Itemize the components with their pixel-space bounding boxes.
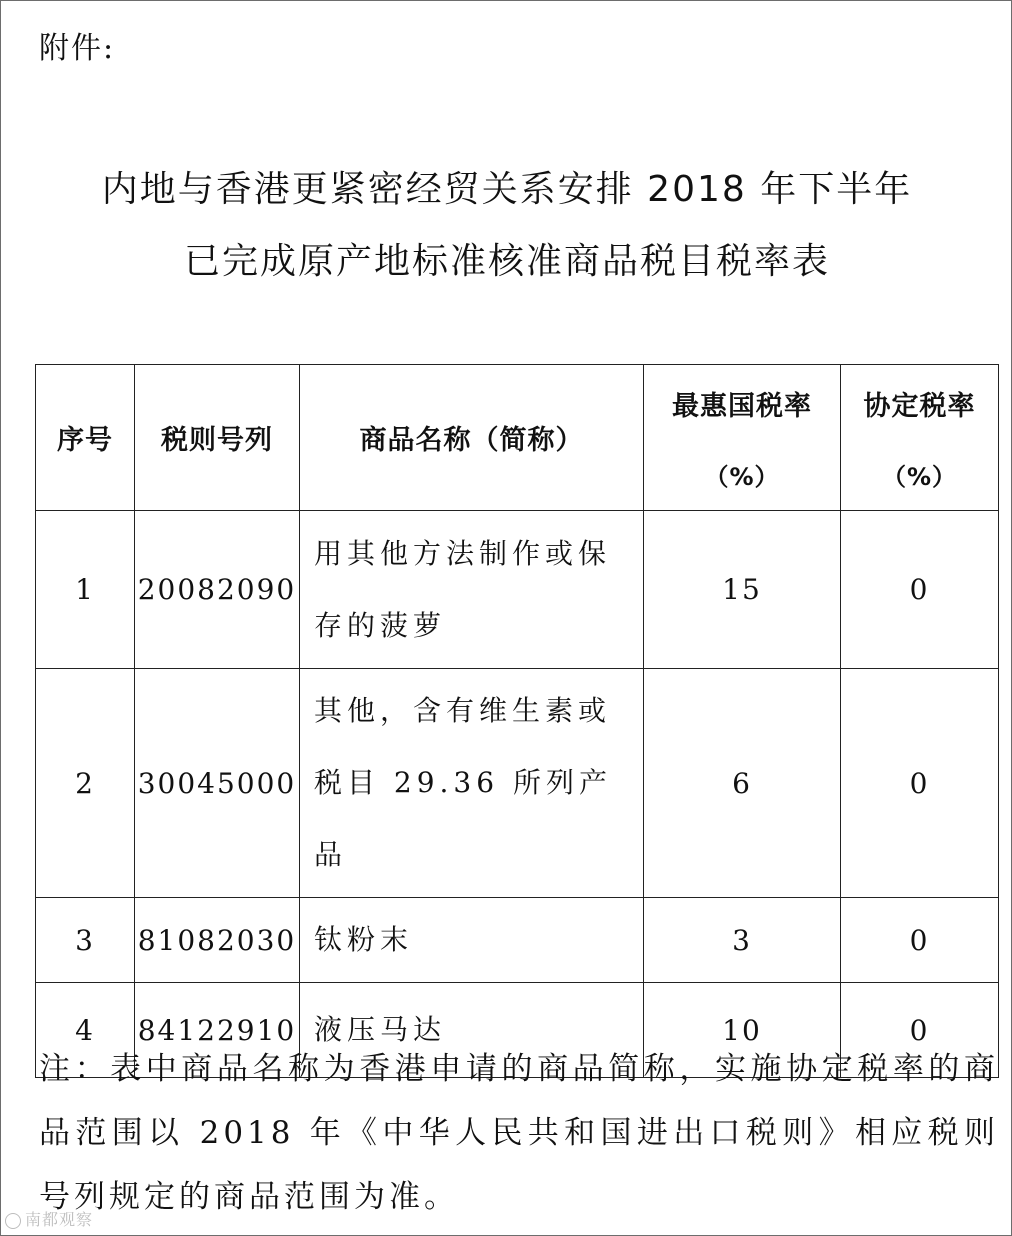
cell-agreement-rate: 0 [841, 898, 999, 983]
table-row [36, 898, 999, 983]
cell-name: 用其他方法制作或保存的菠萝 [300, 511, 644, 669]
cell-tariff-code: 81082030 [135, 898, 300, 983]
attachment-label: 附件: [39, 31, 116, 66]
header-mfn-rate-unit: （%） [704, 462, 780, 491]
header-agreement-rate [841, 365, 999, 511]
cell-name: 其他，含有维生素或税目 29.36 所列产品 [300, 669, 644, 898]
watermark-text: 南都观察 [25, 1210, 94, 1229]
header-mfn-rate-label: 最惠国税率 [672, 390, 812, 422]
header-mfn-rate [644, 365, 841, 511]
table-row [36, 511, 999, 669]
table-row [36, 669, 999, 898]
cell-tariff-code: 20082090 [135, 511, 300, 669]
cell-mfn-rate: 6 [644, 669, 841, 898]
cell-seq: 2 [36, 669, 135, 898]
header-agreement-rate-label: 协定税率 [863, 390, 976, 422]
cell-name: 液压马达 [300, 983, 644, 1078]
cell-agreement-rate: 0 [841, 669, 999, 898]
cell-mfn-rate: 10 [644, 983, 841, 1078]
cell-seq: 4 [36, 983, 135, 1078]
header-name: 商品名称（简称） [300, 365, 644, 511]
header-tariff-code: 税则号列 [135, 365, 300, 511]
cell-tariff-code: 30045000 [135, 669, 300, 898]
header-agreement-rate-unit: （%） [881, 462, 958, 491]
table-header-row [36, 365, 999, 511]
cell-agreement-rate: 0 [841, 511, 999, 669]
cell-seq: 1 [36, 511, 135, 669]
cell-agreement-rate: 0 [841, 983, 999, 1078]
document-title-line1: 内地与香港更紧密经贸关系安排 2018 年下半年 [101, 169, 913, 210]
cell-seq: 3 [36, 898, 135, 983]
document-title-line2: 已完成原产地标准核准商品税目税率表 [183, 241, 830, 282]
tariff-rate-table [35, 364, 999, 1078]
cell-name: 钛粉末 [300, 898, 644, 983]
watermark [5, 1207, 93, 1230]
cell-mfn-rate: 15 [644, 511, 841, 669]
header-seq: 序号 [36, 365, 135, 511]
cell-tariff-code: 84122910 [135, 983, 300, 1078]
cell-mfn-rate: 3 [644, 898, 841, 983]
watermark-logo-icon [5, 1213, 21, 1229]
footnote: 注：表中商品名称为香港申请的商品简称，实施协定税率的商品范围以 2018 年《中华人民共和国进出口税则》相应税则号列规定的商品范围为准。 [39, 1051, 999, 1215]
